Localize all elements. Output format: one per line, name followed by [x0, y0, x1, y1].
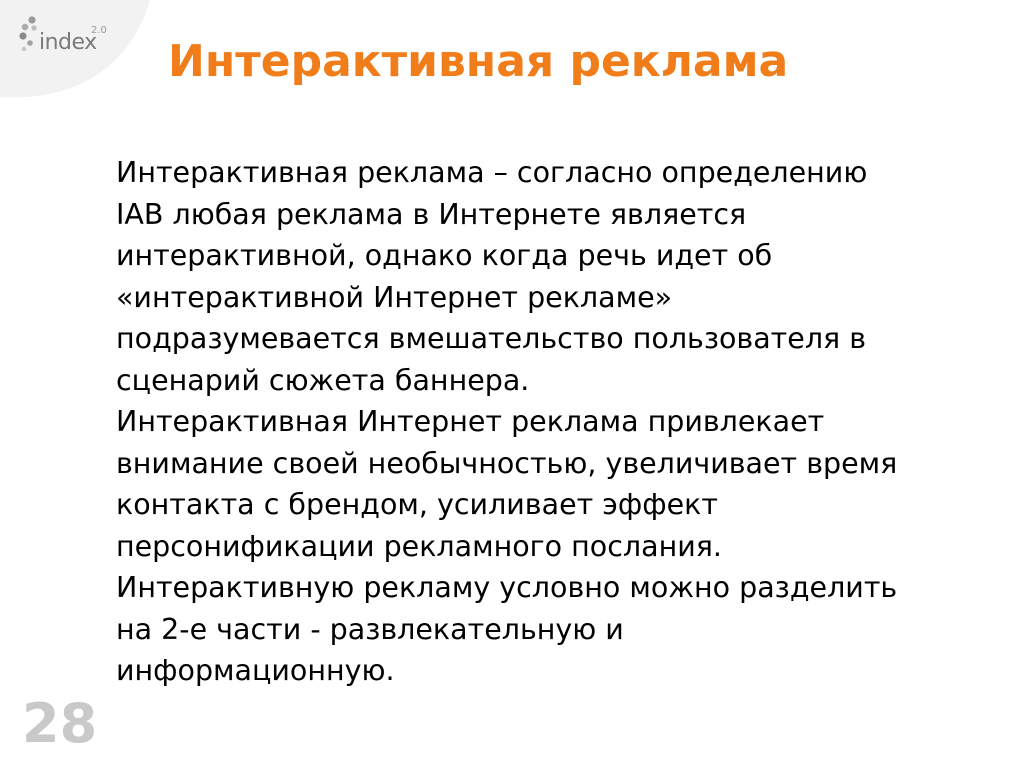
- slide-body: [116, 152, 956, 692]
- body-line: подразумевается вмешательство пользователя в: [116, 322, 867, 355]
- body-line: сценарий сюжета баннера.: [116, 363, 530, 397]
- body-line: «интерактивной Интернет рекламе»: [116, 280, 673, 314]
- body-line: Интерактивную рекламу условно можно разделить: [116, 571, 898, 604]
- body-line: контакта с брендом, усиливает эффект: [116, 488, 718, 521]
- body-line: IAB любая реклама в Интернете является: [116, 197, 747, 231]
- body-line: интерактивной, однако когда речь идет об: [116, 239, 773, 272]
- body-line: Интерактивная реклама – согласно определению: [116, 156, 868, 189]
- body-line: информационную.: [116, 654, 395, 687]
- logo-version: 2.0: [91, 25, 107, 36]
- index-logo: [18, 14, 118, 58]
- body-line: внимание своей необычностью, увеличивает время: [116, 446, 898, 480]
- slide-title: Интерактивная реклама: [168, 36, 789, 87]
- body-line: Интерактивная Интернет реклама привлекает: [116, 405, 825, 438]
- logo-wordmark: index: [39, 30, 97, 55]
- page-number: 28: [22, 692, 98, 755]
- body-line: на 2-е части - развлекательную и: [116, 612, 624, 646]
- body-line: персонификации рекламного послания.: [116, 529, 722, 563]
